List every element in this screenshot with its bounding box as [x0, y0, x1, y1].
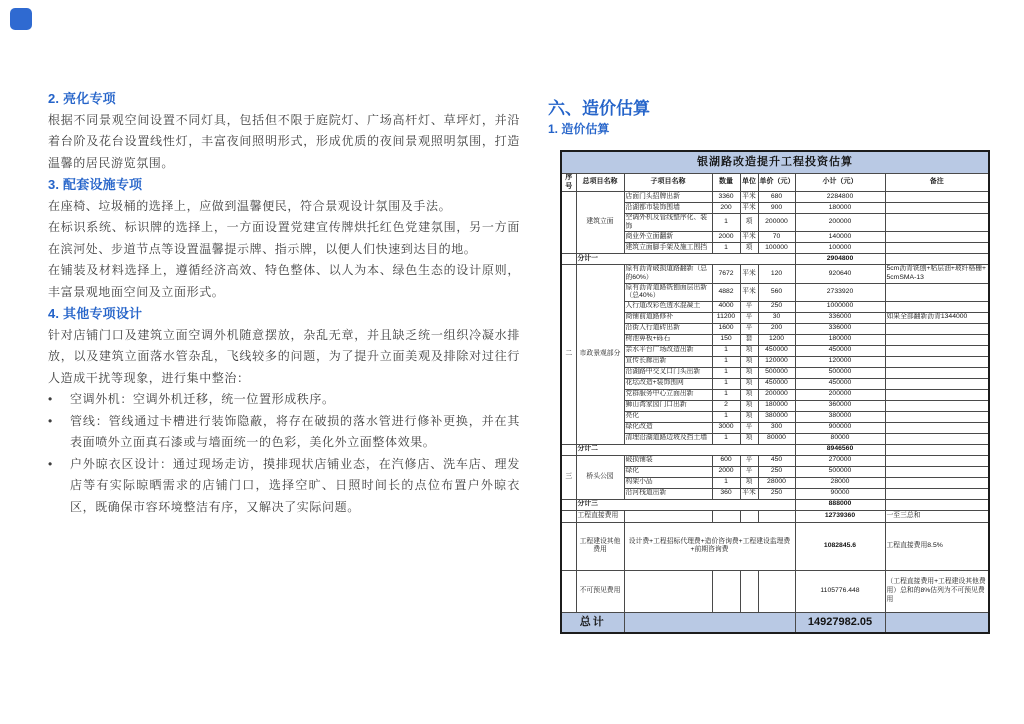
table-row [561, 345, 989, 356]
table-cell: 450000 [795, 345, 885, 356]
section-heading-other: 4. 其他专项设计 [48, 306, 143, 321]
table-cell: 树池箅板+砾石 [624, 334, 712, 345]
bullet-marker: • [48, 413, 53, 428]
table-row [561, 433, 989, 444]
table-cell: 项 [740, 411, 758, 422]
table-cell [885, 323, 989, 334]
table-cell: 项 [740, 356, 758, 367]
table-cell: 平 [740, 466, 758, 477]
table-row [561, 466, 989, 477]
table-cell [561, 570, 576, 612]
table-cell [561, 522, 576, 570]
table-row [561, 378, 989, 389]
table-cell: 70 [758, 232, 795, 243]
table-cell [712, 510, 740, 522]
table-cell [561, 254, 576, 265]
table-cell: 狮山湾家园门口出新 [624, 400, 712, 411]
table-row [561, 192, 989, 203]
table-cell: 平 [740, 455, 758, 466]
table-cell: 680 [758, 192, 795, 203]
column-header: 序号 [561, 174, 576, 192]
bullet-item-pipes [48, 411, 520, 454]
table-cell: 180000 [758, 400, 795, 411]
table-cell [885, 232, 989, 243]
table-cell: 桥头公园 [576, 455, 624, 499]
table-cell: 250 [758, 301, 795, 312]
table-cell: 120000 [758, 356, 795, 367]
bullet-text-ac: 空调外机：空调外机迁移，统一位置形成秩序。 [70, 392, 335, 406]
table-cell: 项 [740, 378, 758, 389]
table-row [561, 356, 989, 367]
grand-total-label: 总计 [561, 612, 624, 633]
table-cell: 清理沿湖道路边坡及挡土墙 [624, 433, 712, 444]
table-row [561, 488, 989, 499]
table-cell [758, 510, 795, 522]
table-cell: 120 [758, 265, 795, 283]
table-cell: 150 [712, 334, 740, 345]
table-cell: 分计一 [576, 254, 795, 265]
table-row [561, 243, 989, 254]
column-header: 单位 [740, 174, 758, 192]
table-cell: 300 [758, 422, 795, 433]
table-cell [885, 214, 989, 232]
table-cell: 250 [758, 466, 795, 477]
table-cell: 原有沥青破损道路翻新（总的60%） [624, 265, 712, 283]
table-cell [885, 283, 989, 301]
table-cell: 亲水平台广场改造出新 [624, 345, 712, 356]
table-cell: 市政景观部分 [576, 265, 624, 444]
table-cell: 180000 [795, 203, 885, 214]
table-cell: 1 [712, 378, 740, 389]
table-cell: 沿湖路中交叉口门头出新 [624, 367, 712, 378]
table-cell: 1 [712, 243, 740, 254]
table-cell: 28000 [758, 477, 795, 488]
table-row [561, 254, 989, 265]
column-header: 数量 [712, 174, 740, 192]
table-cell: 空调外机及管线整序化、装饰 [624, 214, 712, 232]
table-cell: 1 [712, 411, 740, 422]
table-cell: 888000 [795, 499, 885, 510]
column-header: 子项目名称 [624, 174, 712, 192]
table-cell: 平 [740, 323, 758, 334]
table-cell: 平米 [740, 203, 758, 214]
table-cell: 80000 [795, 433, 885, 444]
table-cell: 不可预见费用 [576, 570, 624, 612]
subsection-heading-cost-estimate: 1. 造价估算 [548, 122, 610, 136]
table-cell: 11200 [712, 312, 740, 323]
table-cell: 1 [712, 345, 740, 356]
table-cell [561, 192, 576, 254]
table-cell: 平米 [740, 488, 758, 499]
table-cell: 如果全部翻新沥青1344000 [885, 312, 989, 323]
table-row [561, 570, 989, 612]
table-cell: 二 [561, 265, 576, 444]
table-cell: 3000 [712, 422, 740, 433]
table-cell: 2000 [712, 466, 740, 477]
table-cell: 项 [740, 433, 758, 444]
table-cell: 2284800 [795, 192, 885, 203]
table-title-row [561, 151, 989, 174]
table-cell: 党群服务中心立面出新 [624, 389, 712, 400]
table-cell: 商铺前道路修补 [624, 312, 712, 323]
table-cell [885, 433, 989, 444]
table-cell: 1 [712, 367, 740, 378]
table-cell: 500000 [795, 466, 885, 477]
paragraph-facilities-2: 在标识系统、标识牌的选择上，一方面设置党建宣传牌烘托红色党建氛围，另一方面在滨河处、步道节点等设置温馨提示牌、指示牌，以便人们快速到达目的地。 [48, 220, 520, 256]
column-header: 备注 [885, 174, 989, 192]
table-cell: 1200 [758, 334, 795, 345]
table-row [561, 265, 989, 283]
table-cell: 建筑立面脚手架及施工围挡 [624, 243, 712, 254]
table-cell: 2733920 [795, 283, 885, 301]
table-cell: 500000 [758, 367, 795, 378]
table-cell: 30 [758, 312, 795, 323]
table-row [561, 477, 989, 488]
table-cell: 2000 [712, 232, 740, 243]
table-cell: 120000 [795, 356, 885, 367]
table-cell [624, 510, 712, 522]
estimate-table-header-row [561, 174, 989, 192]
bullet-item-ac [48, 389, 520, 411]
table-cell: 1105776.448 [795, 570, 885, 612]
table-row [561, 214, 989, 232]
table-cell: 花坛改造+装饰围网 [624, 378, 712, 389]
table-cell [885, 488, 989, 499]
table-cell: 人行道改彩色透水混凝土 [624, 301, 712, 312]
table-cell [885, 422, 989, 433]
table-cell: 3360 [712, 192, 740, 203]
bullet-marker: • [48, 392, 53, 406]
table-cell: 4882 [712, 283, 740, 301]
table-cell: 商业外立面翻新 [624, 232, 712, 243]
table-cell [561, 499, 576, 510]
table-cell: 560 [758, 283, 795, 301]
bullet-text-pipes: 管线：管线通过卡槽进行装饰隐蔽，将存在破损的落水管进行修补更换，并在其表面喷外立面真石漆或与墙面统一的色彩，美化外立面整体效果。 [70, 413, 520, 449]
table-cell [740, 510, 758, 522]
table-cell: 7672 [712, 265, 740, 283]
table-cell: 900 [758, 203, 795, 214]
table-cell [561, 510, 576, 522]
table-row [561, 367, 989, 378]
table-cell: 900000 [795, 422, 885, 433]
table-cell: 沿湖都市装饰围墙 [624, 203, 712, 214]
table-cell: 设计费+工程招标代理费+造价咨询费+工程建设监理费+前期咨询费 [624, 522, 795, 570]
bullet-text-laundry: 户外晾衣区设计：通过现场走访，摸排现状店铺业态，在汽修店、洗车店、理发店等有实际晾晒需求的店铺门口，选择空旷、日照时间长的点位布置户外晾衣区，既确保市容环境整洁有序，又解决了实际问题。 [70, 456, 520, 514]
table-cell: 平米 [740, 265, 758, 283]
table-cell: 分计三 [576, 499, 795, 510]
table-cell: 270000 [795, 455, 885, 466]
table-cell: 2 [712, 400, 740, 411]
table-cell: 亮化 [624, 411, 712, 422]
table-cell: 12739360 [795, 510, 885, 522]
table-cell: 1600 [712, 323, 740, 334]
table-cell [885, 345, 989, 356]
table-cell: 工程直接费用8.5% [885, 522, 989, 570]
table-cell [885, 192, 989, 203]
table-cell: 宣传长廊出新 [624, 356, 712, 367]
table-cell: 8946560 [795, 444, 885, 455]
table-cell: 项 [740, 345, 758, 356]
table-cell: 2904800 [795, 254, 885, 265]
table-cell [885, 400, 989, 411]
table-title: 银湖路改造提升工程投资估算 [561, 151, 989, 174]
table-cell: 450 [758, 455, 795, 466]
table-cell [624, 570, 712, 612]
table-row [561, 455, 989, 466]
table-cell: 1 [712, 477, 740, 488]
table-cell: 平 [740, 422, 758, 433]
section-heading-lighting: 2. 亮化专项 [48, 91, 116, 106]
table-cell: 破损铺装 [624, 455, 712, 466]
table-cell: 180000 [795, 334, 885, 345]
table-cell [712, 570, 740, 612]
table-cell: 1000000 [795, 301, 885, 312]
estimate-table [560, 150, 990, 634]
table-cell: 1 [712, 356, 740, 367]
table-cell: 100000 [795, 243, 885, 254]
table-row [561, 203, 989, 214]
table-row [561, 510, 989, 522]
table-cell: 380000 [795, 411, 885, 422]
paragraph-other-intro: 针对店铺门口及建筑立面空调外机随意摆放，杂乱无章，并且缺乏统一组织冷凝水排放，以及建筑立面落水管杂乱，飞线较多的问题，为了提升立面美观及排除对过往行人造成干扰等现象，进行集中整治： [48, 327, 520, 385]
table-row [561, 389, 989, 400]
table-cell [885, 411, 989, 422]
table-cell: 项 [740, 400, 758, 411]
table-cell: 450000 [758, 345, 795, 356]
table-cell [885, 301, 989, 312]
table-cell [885, 466, 989, 477]
table-cell: 360 [712, 488, 740, 499]
table-cell: 5cm沥青铣刨+粘层油+玻纤格栅+5cmSMA-13 [885, 265, 989, 283]
table-cell: 项 [740, 243, 758, 254]
table-cell [885, 254, 989, 265]
table-cell [885, 444, 989, 455]
table-cell: 200000 [758, 389, 795, 400]
chapter-heading-cost-estimate: 六、造价估算 [548, 99, 650, 118]
table-cell [885, 378, 989, 389]
table-cell: 200 [712, 203, 740, 214]
table-cell: 平米 [740, 283, 758, 301]
table-row [561, 422, 989, 433]
table-cell: 500000 [795, 367, 885, 378]
table-cell: 项 [740, 367, 758, 378]
table-cell [885, 477, 989, 488]
logo-mark [10, 8, 32, 30]
table-row [561, 334, 989, 345]
table-cell: 分计二 [576, 444, 795, 455]
bullet-item-laundry [48, 454, 520, 519]
table-cell [885, 334, 989, 345]
table-cell: 336000 [795, 312, 885, 323]
table-row [561, 323, 989, 334]
table-cell: 250 [758, 488, 795, 499]
table-cell: 1082845.6 [795, 522, 885, 570]
table-row [561, 283, 989, 301]
table-cell: 4000 [712, 301, 740, 312]
table-cell: 项 [740, 389, 758, 400]
column-header: 总项目名称 [576, 174, 624, 192]
table-cell [885, 367, 989, 378]
table-row [561, 400, 989, 411]
grand-total-value: 14927982.05 [795, 612, 885, 633]
table-cell: 工程直接费用 [576, 510, 624, 522]
table-cell: 80000 [758, 433, 795, 444]
table-row [561, 499, 989, 510]
table-row [561, 612, 989, 633]
left-text-column [48, 88, 520, 518]
table-row [561, 312, 989, 323]
section-heading-facilities: 3. 配套设施专项 [48, 177, 143, 192]
table-cell [885, 243, 989, 254]
table-cell [885, 612, 989, 633]
table-row [561, 444, 989, 455]
table-cell: 建筑立面 [576, 192, 624, 254]
table-cell: 200000 [795, 389, 885, 400]
table-cell: 450000 [795, 378, 885, 389]
paragraph-lighting: 根据不同景观空间设置不同灯具，包括但不限于庭院灯、广场高杆灯、草坪灯，并沿着台阶及花台设置线性灯，丰富夜间照明形式，形成优质的夜间景观照明氛围，打造温馨的居民游览氛围。 [48, 112, 520, 170]
table-cell: 1 [712, 389, 740, 400]
table-cell: 沿河栈道出新 [624, 488, 712, 499]
table-cell [758, 570, 795, 612]
table-cell: 沿街人行道砖出新 [624, 323, 712, 334]
table-cell: 200000 [795, 214, 885, 232]
table-cell: 1 [712, 214, 740, 232]
table-cell: 一至三总和 [885, 510, 989, 522]
table-cell: 450000 [758, 378, 795, 389]
table-cell: 绿化改造 [624, 422, 712, 433]
table-cell: 200000 [758, 214, 795, 232]
table-cell: 平 [740, 301, 758, 312]
table-cell: 380000 [758, 411, 795, 422]
table-cell [561, 444, 576, 455]
column-header: 小计（元） [795, 174, 885, 192]
table-cell [885, 499, 989, 510]
estimate-table-body [561, 192, 989, 633]
table-cell: 920640 [795, 265, 885, 283]
table-cell: 工程建设其他费用 [576, 522, 624, 570]
table-cell [885, 356, 989, 367]
table-cell: 1 [712, 433, 740, 444]
table-cell: 绿化 [624, 466, 712, 477]
table-cell: 平 [740, 312, 758, 323]
paragraph-facilities-3: 在铺装及材料选择上，遵循经济高效、特色整体、以人为本、绿色生态的设计原则，丰富景观地面空间及立面形式。 [48, 263, 520, 299]
table-cell [885, 203, 989, 214]
table-cell: 200 [758, 323, 795, 334]
paragraph-facilities-1: 在座椅、垃圾桶的选择上，应做到温馨便民，符合景观设计氛围及手法。 [48, 198, 452, 213]
table-cell: 336000 [795, 323, 885, 334]
bullet-marker: • [48, 456, 53, 471]
table-cell: 100000 [758, 243, 795, 254]
table-cell: 原有沥青道路铣刨面层出新（总40%） [624, 283, 712, 301]
table-cell: 28000 [795, 477, 885, 488]
table-cell [885, 389, 989, 400]
table-cell: 项 [740, 214, 758, 232]
table-cell: 360000 [795, 400, 885, 411]
table-row [561, 522, 989, 570]
table-cell: 店面门头招牌出新 [624, 192, 712, 203]
table-cell: 140000 [795, 232, 885, 243]
estimate-table-wrapper [560, 150, 988, 634]
table-cell [740, 570, 758, 612]
table-cell: 平米 [740, 192, 758, 203]
table-row [561, 411, 989, 422]
table-cell: 项 [740, 477, 758, 488]
table-cell: （工程直接费用+工程建设其他费用）总和的8%估列为不可预见费用 [885, 570, 989, 612]
table-cell: 平米 [740, 232, 758, 243]
table-cell: 构架小品 [624, 477, 712, 488]
table-cell: 三 [561, 455, 576, 499]
table-cell: 90000 [795, 488, 885, 499]
table-cell: 套 [740, 334, 758, 345]
table-cell [885, 455, 989, 466]
table-row [561, 232, 989, 243]
column-header: 单价（元） [758, 174, 795, 192]
table-cell [624, 612, 795, 633]
table-row [561, 301, 989, 312]
table-cell: 600 [712, 455, 740, 466]
